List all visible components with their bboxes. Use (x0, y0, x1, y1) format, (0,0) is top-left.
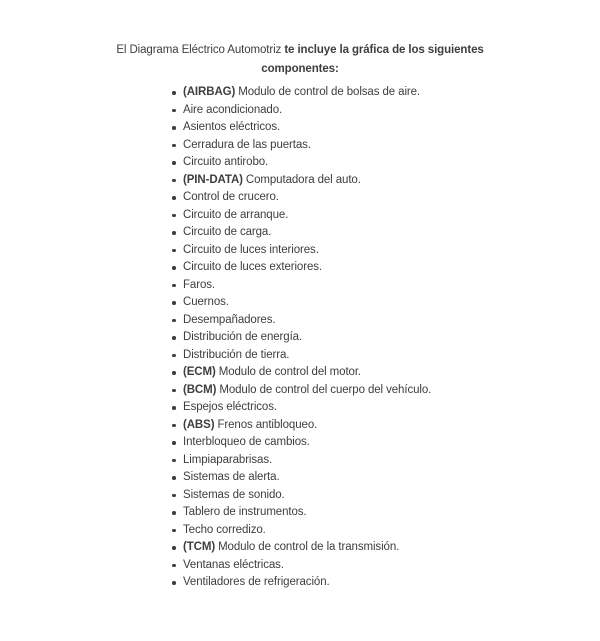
list-item (183, 102, 600, 120)
component-label: Frenos antibloqueo. (217, 418, 318, 431)
component-code: (ABS) (183, 418, 215, 431)
list-item (183, 119, 600, 137)
list-item (183, 522, 600, 540)
list-item (183, 189, 600, 207)
page-title-bold-line1: te incluye la gráfica de los siguientes (284, 44, 484, 56)
list-item (183, 382, 600, 400)
component-label: Asientos eléctricos. (183, 121, 281, 133)
list-item (183, 329, 600, 347)
page (0, 41, 600, 641)
list-item (183, 294, 600, 312)
list-item (183, 277, 600, 295)
list-item (183, 154, 600, 172)
list-item (183, 224, 600, 242)
list-item (183, 242, 600, 260)
list-item (183, 539, 600, 557)
component-label: Circuito de arranque. (183, 208, 289, 221)
page-title-bold-line2: componentes: (261, 63, 339, 75)
component-label: Control de crucero. (183, 191, 279, 203)
component-label: Techo corredizo. (183, 523, 266, 536)
list-item (183, 259, 600, 277)
component-label: Ventiladores de refrigeración. (183, 576, 330, 588)
component-code: (BCM) (183, 383, 217, 396)
list-item (183, 469, 600, 487)
list-item (183, 504, 600, 522)
list-item (183, 574, 600, 592)
component-label: Aire acondicionado. (183, 103, 283, 116)
list-item (183, 137, 600, 155)
list-item (183, 84, 600, 102)
list-item (183, 207, 600, 225)
component-label: Modulo de control del motor. (218, 366, 362, 378)
component-label: Tablero de instrumentos. (183, 506, 307, 518)
page-title (0, 41, 600, 79)
list-item (183, 487, 600, 505)
component-label: Cuernos. (183, 296, 229, 308)
component-code: (AIRBAG) (183, 86, 236, 98)
component-label: Ventanas eléctricas. (183, 558, 284, 571)
list-item (183, 399, 600, 417)
component-label: Sistemas de sonido. (183, 488, 285, 501)
list-item (183, 364, 600, 382)
component-label: Distribución de energía. (183, 331, 303, 343)
component-label: Sistemas de alerta. (183, 471, 280, 483)
component-label: Limpiaparabrisas. (183, 453, 273, 466)
component-label: Modulo de control de la transmisión. (218, 541, 400, 553)
component-code: (TCM) (183, 541, 216, 553)
component-label: Distribución de tierra. (183, 348, 290, 361)
page-title-regular: El Diagrama Eléctrico Automotriz (116, 44, 282, 56)
component-label: Circuito antirobo. (183, 156, 269, 168)
list-item (183, 452, 600, 470)
component-code: (PIN-DATA) (183, 173, 243, 186)
component-label: Espejos eléctricos. (183, 401, 277, 413)
component-label: Circuito de luces exteriores. (183, 261, 322, 273)
list-item (183, 417, 600, 435)
component-label: Faros. (183, 278, 215, 291)
list-item (183, 347, 600, 365)
component-label: Desempañadores. (183, 313, 276, 326)
list-item (183, 434, 600, 452)
list-item (183, 312, 600, 330)
components-list (0, 84, 600, 592)
component-label: Interbloqueo de cambios. (183, 436, 310, 448)
list-item (183, 172, 600, 190)
component-label: Cerradura de las puertas. (183, 138, 311, 151)
component-label: Modulo de control del cuerpo del vehículo. (219, 383, 432, 396)
component-label: Computadora del auto. (245, 173, 361, 186)
component-code: (ECM) (183, 366, 216, 378)
component-label: Circuito de carga. (183, 226, 272, 238)
list-item (183, 557, 600, 575)
component-label: Circuito de luces interiores. (183, 243, 319, 256)
component-label: Modulo de control de bolsas de aire. (238, 86, 421, 98)
